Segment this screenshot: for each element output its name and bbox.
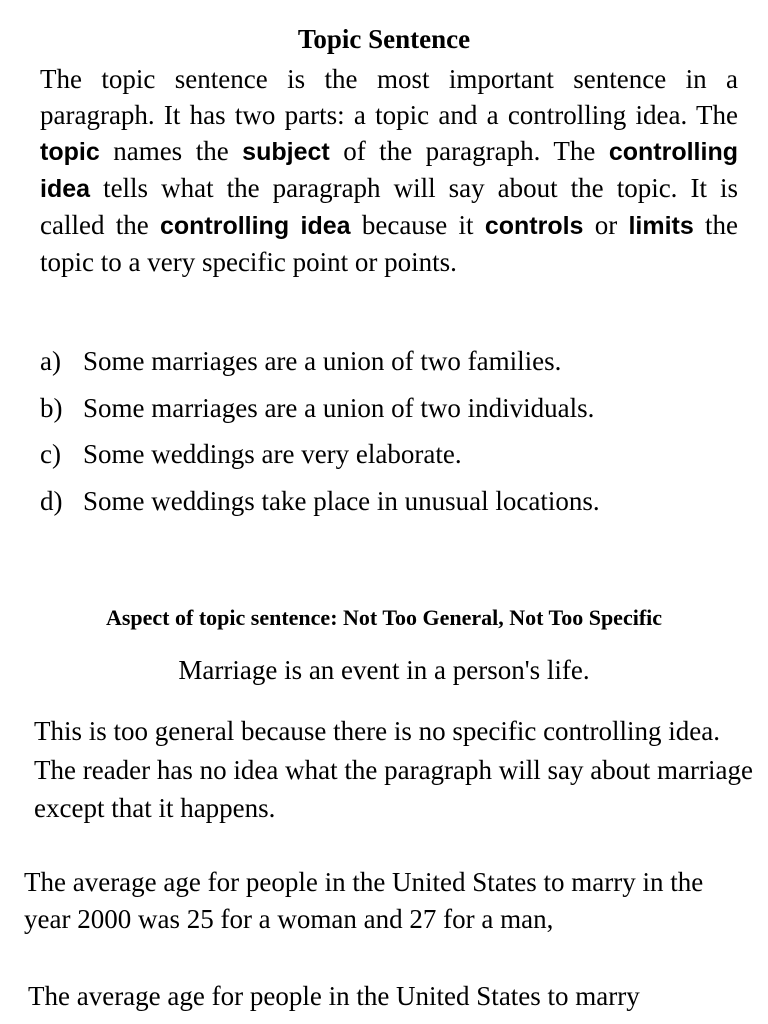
specific-example-sentence: The average age for people in the United States to marry in the year 2000 was 25 for a woman and 27 for a man, <box>24 867 704 934</box>
intro-paragraph <box>40 61 738 280</box>
list-item <box>40 483 740 530</box>
term-subject: subject <box>242 138 330 166</box>
term-controlling-idea: controlling idea <box>40 138 738 203</box>
term-limits: limits <box>628 212 694 240</box>
intro-text: The topic sentence is the most important sentence in a paragraph. It has two parts: a topic and a controlling idea. The <box>40 64 738 130</box>
list-item-letter: b) <box>40 392 63 423</box>
intro-text: names the <box>99 136 243 166</box>
intro-text: because it <box>350 210 485 240</box>
intro-text: of the paragraph. The <box>329 136 609 166</box>
term-topic: topic <box>40 138 100 166</box>
intro-text: or <box>583 210 629 240</box>
general-example-sentence: Marriage is an event in a person's life. <box>178 655 590 685</box>
cut-off-example-sentence: The average age for people in the United States to marry <box>28 981 640 1011</box>
intro-text: the topic to a very specific point or points. <box>40 210 738 277</box>
list-item <box>40 343 740 390</box>
list-item <box>40 436 740 483</box>
list-item-text: Some marriages are a union of two families. <box>83 346 562 376</box>
example-sentence-list <box>40 343 740 529</box>
list-item-letter: a) <box>40 346 61 376</box>
page-title: Topic Sentence <box>297 24 471 54</box>
list-item-letter: c) <box>40 439 61 469</box>
list-item <box>40 390 740 437</box>
term-controlling-idea: controlling idea <box>159 212 351 240</box>
explanation-paragraph: This is too general because there is no specific controlling idea. The reader has no idea what the paragraph will say about marriage except that it happens. <box>34 716 753 823</box>
term-controls: controls <box>484 212 584 240</box>
list-item-text: Some weddings are very elaborate. <box>83 439 462 469</box>
list-item-letter: d) <box>40 485 63 516</box>
list-item-text: Some marriages are a union of two individuals. <box>83 392 595 423</box>
intro-text: tells what the paragraph will say about the topic. It is called the <box>40 173 738 240</box>
aspect-heading: Aspect of topic sentence: Not Too General, Not Too Specific <box>105 605 663 630</box>
list-item-text: Some weddings take place in unusual locations. <box>83 485 600 516</box>
